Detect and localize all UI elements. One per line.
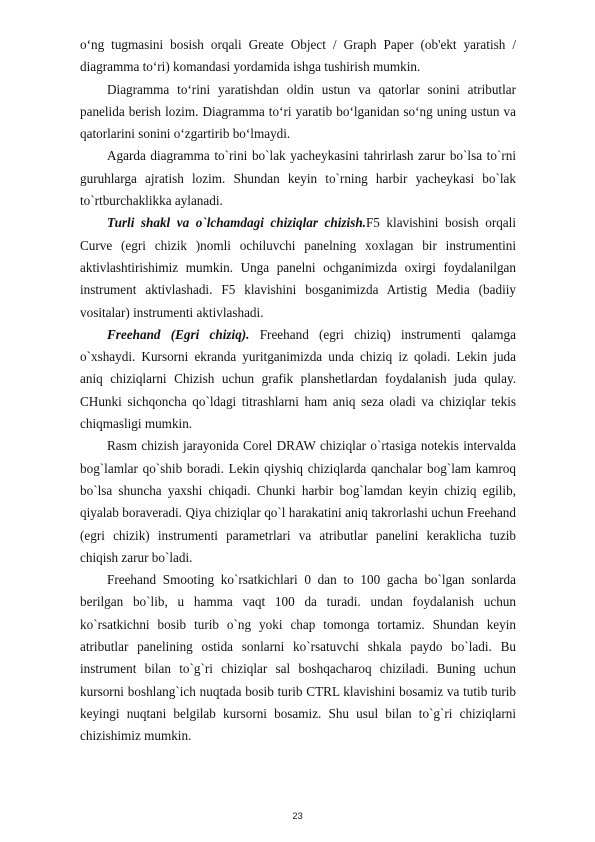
paragraph-7 bbox=[80, 569, 516, 747]
paragraph-1 bbox=[80, 34, 516, 79]
paragraph-7-text: Freehand Smooting ko`rsatkichlari 0 dan to 100 gacha bo`lgan sonlarda berilgan bo`lib, u hamma vaqt 100 da turadi. undan foydalanish uchun ko`rsatkichni bosib turib o`ng yoki chap tomonga tortamiz. Shundan keyin atributlar panelining ostida sonlarni ko`rsatuvchi shkala paydo bo`ladi. Bu instrument bilan to`g`ri chiziqlar sal boshqacharoq chiziladi. Buning uchun kursorni boshlang`ich nuqtada bosib turib CTRL klavishini bosamiz va tutib turib keyingi nuqtani belgilab kursorni bosamiz. Shu usul bilan to`g`ri chiziqlarni chizishimiz mumkin. bbox=[80, 572, 516, 744]
paragraph-4-text: F5 klavishini bosish orqali Curve (egri chizik )nomli ochiluvchi panelning xoxlagan bir instrumentini aktivlashtirishimiz mumkin. Unga panelni ochganimizda oxirgi foydalanilgan instrument aktivlashadi. F5 klavishini bosganimizda Artistig Media (badiiy vositalar) instrumenti aktivlashadi. bbox=[80, 215, 516, 320]
paragraph-2 bbox=[80, 79, 516, 146]
document-page bbox=[80, 34, 516, 748]
paragraph-3 bbox=[80, 145, 516, 212]
paragraph-2-text: Diagramma to‘rini yaratishdan oldin ustun va qatorlar sonini atributlar panelida berish lozim. Diagramma to‘ri yaratib bo‘lganidan so‘ng uning ustun va qatorlarini sonini o‘zgartirib bo‘lmaydi. bbox=[80, 81, 516, 142]
paragraph-5-text: Freehand (egri chiziq) instrumenti qalamga o`xshaydi. Kursorni ekranda yuritganimizda unda chiziq iz qoladi. Lekin juda aniq chiziqlarni Chizish uchun grafik planshetlardan foydalanish juda qulay. CHunki sichqoncha qo`ldagi titrashlarni ham aniq seza oladi va chiziqlar tekis chiqmasligi mumkin. bbox=[80, 326, 516, 432]
paragraph-4 bbox=[80, 212, 516, 323]
paragraph-3-text: Agarda diagramma to`rini bo`lak yacheykasini tahrirlash zarur bo`lsa to`rni guruhlarga ajratish lozim. Shundan keyin to`rning harbir yacheykasi bo`lak to`rtburchaklikka aylanadi. bbox=[80, 148, 516, 209]
paragraph-6 bbox=[80, 435, 516, 569]
paragraph-5 bbox=[80, 324, 516, 435]
page-number: 23 bbox=[292, 811, 303, 822]
section-heading-curves: Turli shakl va o`lchamdagi chiziqlar chizish. bbox=[107, 215, 366, 231]
section-heading-freehand: Freehand (Egri chiziq). bbox=[107, 326, 250, 342]
paragraph-1-text: o‘ng tugmasini bosish orqali Greate Object / Graph Paper (ob'ekt yaratish / diagramma to‘ri) komandasi yordamida ishga tushirish mumkin. bbox=[80, 37, 516, 75]
paragraph-6-text: Rasm chizish jarayonida Corel DRAW chiziqlar o`rtasiga notekis intervalda bog`lamlar qo`shib boradi. Lekin qiyshiq chiziqlarda qanchalar bog`lam kamroq bo`lsa shuncha yaxshi chiqadi. Chunki harbir bog`lamdan keyin chiziq egilib, qiyalab boraveradi. Qiya chiziqlar qo`l harakatini aniq takrorlashi uchun Freehand (egri chizik) instrumenti parametrlari va atributlar panelini keraklicha tuzib chiqish zarur bo`ladi. bbox=[80, 438, 516, 565]
